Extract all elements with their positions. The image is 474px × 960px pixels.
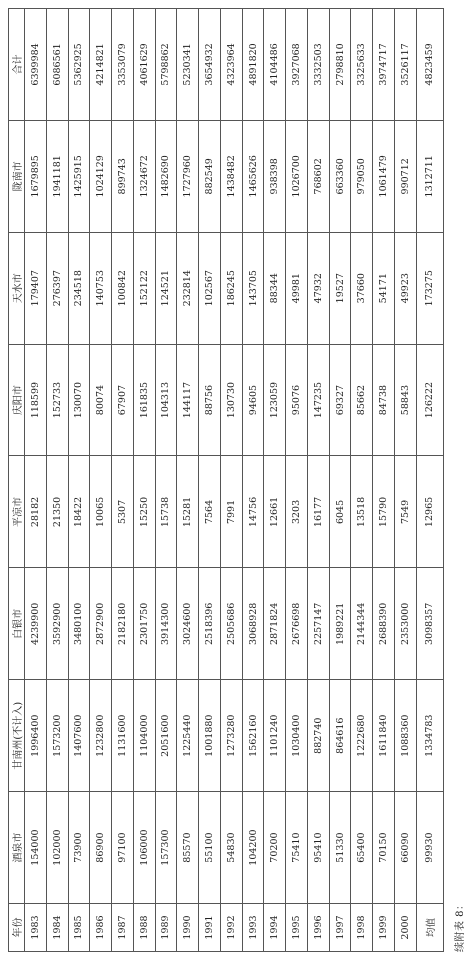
- table-cell: 1131600: [112, 680, 134, 792]
- table-cell: 2353000: [395, 568, 417, 680]
- table-cell: 7549: [395, 456, 417, 568]
- table-row: [286, 9, 308, 952]
- table-cell: 2676698: [286, 568, 308, 680]
- table-cell: 1482690: [155, 120, 177, 232]
- column-header: 陇南市: [9, 120, 25, 232]
- column-header: 天水市: [9, 232, 25, 344]
- table-cell: 18422: [68, 456, 90, 568]
- table-cell: 5362925: [68, 9, 90, 121]
- table-cell: 4239900: [25, 568, 47, 680]
- table-cell: 1573200: [46, 680, 68, 792]
- row-label-cell: 2000: [395, 904, 417, 952]
- table-cell: 234518: [68, 232, 90, 344]
- table-cell: 3927068: [286, 9, 308, 121]
- table-cell: 161835: [133, 344, 155, 456]
- table-cell: 118599: [25, 344, 47, 456]
- table-cell: 864616: [329, 680, 351, 792]
- table-row: [90, 9, 112, 952]
- table-cell: 88756: [199, 344, 221, 456]
- table-cell: 3914300: [155, 568, 177, 680]
- table-cell: 73900: [68, 792, 90, 904]
- table-cell: 3068928: [242, 568, 264, 680]
- table-cell: 15790: [373, 456, 395, 568]
- row-label-cell: 1988: [133, 904, 155, 952]
- table-cell: 2182180: [112, 568, 134, 680]
- row-label-cell: 1986: [90, 904, 112, 952]
- table-cell: 1222680: [351, 680, 373, 792]
- table-cell: 104313: [155, 344, 177, 456]
- row-label-cell: 1992: [220, 904, 242, 952]
- table-cell: 88344: [264, 232, 286, 344]
- table-cell: 100842: [112, 232, 134, 344]
- column-header: 庆阳市: [9, 344, 25, 456]
- table-cell: 3203: [286, 456, 308, 568]
- table-cell: 37660: [351, 232, 373, 344]
- table-cell: 3592900: [46, 568, 68, 680]
- table-cell: 899743: [112, 120, 134, 232]
- row-label-cell: 1993: [242, 904, 264, 952]
- table-cell: 15738: [155, 456, 177, 568]
- column-header: 白银市: [9, 568, 25, 680]
- table-cell: 882740: [307, 680, 329, 792]
- table-cell: 7991: [220, 456, 242, 568]
- row-label-cell: 1994: [264, 904, 286, 952]
- row-label-cell: 1997: [329, 904, 351, 952]
- table-cell: 882549: [199, 120, 221, 232]
- table-cell: 7564: [199, 456, 221, 568]
- table-cell: 95076: [286, 344, 308, 456]
- table-cell: 2505686: [220, 568, 242, 680]
- table-cell: 2301750: [133, 568, 155, 680]
- row-label-cell: 1984: [46, 904, 68, 952]
- table-cell: 3325633: [351, 9, 373, 121]
- table-cell: 1030400: [286, 680, 308, 792]
- table-cell: 152122: [133, 232, 155, 344]
- table-cell: 1334783: [416, 680, 443, 792]
- table-cell: 4061629: [133, 9, 155, 121]
- table-cell: 979050: [351, 120, 373, 232]
- table-cell: 2872900: [90, 568, 112, 680]
- table-cell: 1225440: [177, 680, 199, 792]
- table-cell: 126222: [416, 344, 443, 456]
- table-header-row: [9, 9, 25, 952]
- table-cell: 1001880: [199, 680, 221, 792]
- table-cell: 1727960: [177, 120, 199, 232]
- table-cell: 70150: [373, 792, 395, 904]
- table-cell: 86900: [90, 792, 112, 904]
- row-label-cell: 1991: [199, 904, 221, 952]
- table-cell: 66090: [395, 792, 417, 904]
- data-table: [8, 8, 444, 952]
- table-cell: 1024129: [90, 120, 112, 232]
- table-cell: 6045: [329, 456, 351, 568]
- table-cell: 70200: [264, 792, 286, 904]
- table-cell: 67907: [112, 344, 134, 456]
- table-cell: 47932: [307, 232, 329, 344]
- table-cell: 95410: [307, 792, 329, 904]
- row-label-cell: 1999: [373, 904, 395, 952]
- row-label-cell: 1990: [177, 904, 199, 952]
- table-cell: 58843: [395, 344, 417, 456]
- table-cell: 99930: [416, 792, 443, 904]
- table-cell: 157300: [155, 792, 177, 904]
- table-cell: 4214821: [90, 9, 112, 121]
- table-cell: 97100: [112, 792, 134, 904]
- row-label-cell: 1987: [112, 904, 134, 952]
- table-cell: 14756: [242, 456, 264, 568]
- table-cell: 75410: [286, 792, 308, 904]
- table-cell: 1273280: [220, 680, 242, 792]
- table-row: [220, 9, 242, 952]
- table-cell: 2688390: [373, 568, 395, 680]
- table-row: [351, 9, 373, 952]
- table-cell: 1232800: [90, 680, 112, 792]
- table-cell: 154000: [25, 792, 47, 904]
- table-row: [264, 9, 286, 952]
- table-cell: 663360: [329, 120, 351, 232]
- table-cell: 69327: [329, 344, 351, 456]
- table-cell: 6086561: [46, 9, 68, 121]
- table-cell: 143705: [242, 232, 264, 344]
- table-cell: 130070: [68, 344, 90, 456]
- table-cell: 1324672: [133, 120, 155, 232]
- table-cell: 19527: [329, 232, 351, 344]
- table-cell: 1941181: [46, 120, 68, 232]
- table-cell: 94605: [242, 344, 264, 456]
- table-cell: 1312711: [416, 120, 443, 232]
- column-header: 酒泉市: [9, 792, 25, 904]
- table-cell: 1679895: [25, 120, 47, 232]
- table-cell: 1407600: [68, 680, 90, 792]
- table-cell: 106000: [133, 792, 155, 904]
- table-cell: 102000: [46, 792, 68, 904]
- table-cell: 130730: [220, 344, 242, 456]
- table-cell: 12661: [264, 456, 286, 568]
- table-row: [25, 9, 47, 952]
- table-row: [242, 9, 264, 952]
- table-cell: 12965: [416, 456, 443, 568]
- table-cell: 5798862: [155, 9, 177, 121]
- table-cell: 104200: [242, 792, 264, 904]
- column-header: 甘南州(不计入): [9, 680, 25, 792]
- table-cell: 3974717: [373, 9, 395, 121]
- table-cell: 49923: [395, 232, 417, 344]
- table-cell: 1465626: [242, 120, 264, 232]
- table-cell: 4823459: [416, 9, 443, 121]
- table-body: [25, 9, 444, 952]
- table-cell: 990712: [395, 120, 417, 232]
- table-cell: 4891820: [242, 9, 264, 121]
- table-cell: 1611840: [373, 680, 395, 792]
- table-cell: 1562160: [242, 680, 264, 792]
- table-cell: 2518396: [199, 568, 221, 680]
- table-cell: 144117: [177, 344, 199, 456]
- table-cell: 1989221: [329, 568, 351, 680]
- table-row: [46, 9, 68, 952]
- table-cell: 152733: [46, 344, 68, 456]
- table-cell: 1425915: [68, 120, 90, 232]
- table-cell: 102567: [199, 232, 221, 344]
- row-label-cell: 均值: [416, 904, 443, 952]
- table-cell: 4323964: [220, 9, 242, 121]
- table-cell: 16177: [307, 456, 329, 568]
- table-cell: 124521: [155, 232, 177, 344]
- table-row: [199, 9, 221, 952]
- table-cell: 147235: [307, 344, 329, 456]
- row-label-cell: 1985: [68, 904, 90, 952]
- table-cell: 186245: [220, 232, 242, 344]
- table-cell: 2871824: [264, 568, 286, 680]
- table-cell: 85570: [177, 792, 199, 904]
- table-cell: 232814: [177, 232, 199, 344]
- table-cell: 3332503: [307, 9, 329, 121]
- table-cell: 2798810: [329, 9, 351, 121]
- table-cell: 54830: [220, 792, 242, 904]
- table-cell: 2257147: [307, 568, 329, 680]
- table-row: [155, 9, 177, 952]
- table-row-mean: [416, 9, 443, 952]
- table-cell: 65400: [351, 792, 373, 904]
- table-cell: 938398: [264, 120, 286, 232]
- table-cell: 3024600: [177, 568, 199, 680]
- table-cell: 1438482: [220, 120, 242, 232]
- table-cell: 15281: [177, 456, 199, 568]
- table-cell: 51330: [329, 792, 351, 904]
- table-row: [373, 9, 395, 952]
- table-cell: 140753: [90, 232, 112, 344]
- table-cell: 10065: [90, 456, 112, 568]
- table-cell: 13518: [351, 456, 373, 568]
- table-cell: 3654932: [199, 9, 221, 121]
- table-row: [68, 9, 90, 952]
- table-cell: 1101240: [264, 680, 286, 792]
- column-header: 平凉市: [9, 456, 25, 568]
- table-cell: 4104486: [264, 9, 286, 121]
- table-cell: 3353079: [112, 9, 134, 121]
- table-cell: 80074: [90, 344, 112, 456]
- table-caption: 续附表 8：: [455, 899, 466, 952]
- row-label-cell: 1983: [25, 904, 47, 952]
- table-cell: 1061479: [373, 120, 395, 232]
- table-cell: 54171: [373, 232, 395, 344]
- table-cell: 173275: [416, 232, 443, 344]
- row-label-cell: 1996: [307, 904, 329, 952]
- table-cell: 3526117: [395, 9, 417, 121]
- table-row: [329, 9, 351, 952]
- row-label-cell: 1995: [286, 904, 308, 952]
- table-cell: 55100: [199, 792, 221, 904]
- table-cell: 49981: [286, 232, 308, 344]
- table-row: [307, 9, 329, 952]
- table-cell: 2051600: [155, 680, 177, 792]
- table-cell: 1088360: [395, 680, 417, 792]
- table-cell: 15250: [133, 456, 155, 568]
- column-header: 合计: [9, 9, 25, 121]
- table-cell: 85662: [351, 344, 373, 456]
- table-cell: 1996400: [25, 680, 47, 792]
- table-cell: 3480100: [68, 568, 90, 680]
- table-row: [112, 9, 134, 952]
- table-cell: 768602: [307, 120, 329, 232]
- table-cell: 1026700: [286, 120, 308, 232]
- table-cell: 5307: [112, 456, 134, 568]
- table-cell: 2144344: [351, 568, 373, 680]
- table-row: [395, 9, 417, 952]
- table-cell: 6399984: [25, 9, 47, 121]
- column-header: 年份: [9, 904, 25, 952]
- table-cell: 276397: [46, 232, 68, 344]
- table-cell: 123059: [264, 344, 286, 456]
- table-cell: 28182: [25, 456, 47, 568]
- table-cell: 3098357: [416, 568, 443, 680]
- row-label-cell: 1998: [351, 904, 373, 952]
- table-cell: 5230341: [177, 9, 199, 121]
- table-row: [133, 9, 155, 952]
- row-label-cell: 1989: [155, 904, 177, 952]
- table-cell: 21350: [46, 456, 68, 568]
- table-cell: 84738: [373, 344, 395, 456]
- table-row: [177, 9, 199, 952]
- table-cell: 179407: [25, 232, 47, 344]
- table-cell: 1104000: [133, 680, 155, 792]
